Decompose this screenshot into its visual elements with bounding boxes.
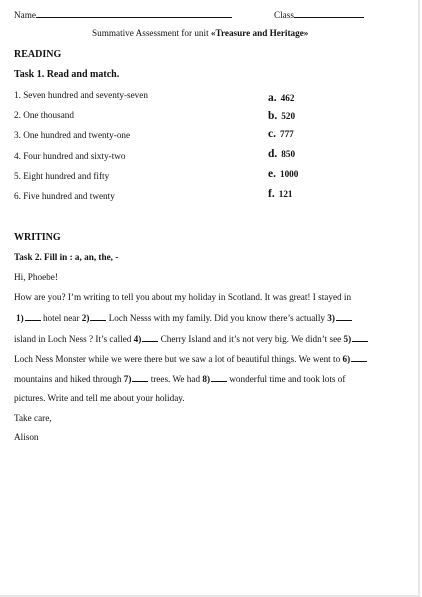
numbered-item: 4. Four hundred and sixty-two	[14, 151, 126, 161]
gap-7-blank[interactable]	[132, 373, 148, 382]
letter-closing: Take care,	[14, 413, 52, 423]
gap-6-blank[interactable]	[351, 353, 367, 362]
letter-greeting: Hi, Phoebe!	[14, 272, 58, 282]
unit-name: «Treasure and Heritage»	[210, 28, 309, 38]
page-title: Summative Assessment for unit «Treasure and Heritage»	[92, 28, 309, 38]
letter-line: Loch Ness Monster while we were there but we saw a lot of beautiful things. We went to 6)	[14, 353, 367, 364]
gap-8-blank[interactable]	[211, 373, 227, 382]
task2-label: Task 2. Fill in : a, an, the, -	[14, 252, 119, 262]
class-label: Class	[274, 10, 294, 20]
gap-1-blank[interactable]	[25, 312, 41, 321]
gap-3-blank[interactable]	[336, 312, 352, 321]
name-blank[interactable]	[36, 8, 232, 18]
letter-line: How are you? I’m writing to tell you about my holiday in Scotland. It was great! I stayed in	[14, 292, 352, 302]
letter-line: island in Loch Ness ? It’s called 4) Cherry Island and it’s not very big. We didn’t see 5)	[14, 333, 368, 344]
numbered-item: 1. Seven hundred and seventy-seven	[14, 90, 148, 100]
letter-item: c. 777	[268, 128, 294, 140]
letter-item: b. 520	[268, 110, 296, 122]
letter-item: a. 462	[268, 92, 295, 104]
reading-heading: READING	[14, 49, 62, 60]
gap-5-blank[interactable]	[352, 333, 368, 342]
letter-line: mountains and hiked through 7) trees. We had 8) wonderful time and took lots of	[14, 374, 346, 384]
letter-item: d. 850	[268, 148, 296, 160]
task1-label: Task 1. Read and match.	[14, 69, 120, 80]
gap-4-blank[interactable]	[142, 333, 158, 342]
letter-line: pictures. Write and tell me about your holiday.	[14, 393, 185, 403]
class-field	[274, 8, 364, 20]
letter-line: 1) hotel near 2) Loch Nesss with my family. Did you know there’s actually 3)	[16, 312, 352, 323]
numbered-item: 2. One thousand	[14, 110, 74, 120]
gap-2-blank[interactable]	[90, 312, 106, 321]
name-field	[14, 8, 232, 20]
letter-signature: Alison	[14, 432, 39, 442]
numbered-item: 6. Five hundred and twenty	[14, 191, 115, 201]
name-label: Name	[14, 10, 36, 20]
numbered-item: 5. Eight hundred and fifty	[14, 171, 110, 181]
letter-item: f. 121	[268, 188, 293, 200]
writing-heading: WRITING	[14, 232, 61, 243]
letter-item: e. 1000	[268, 168, 299, 180]
class-blank[interactable]	[294, 8, 364, 18]
numbered-item: 3. One hundred and twenty-one	[14, 130, 131, 140]
